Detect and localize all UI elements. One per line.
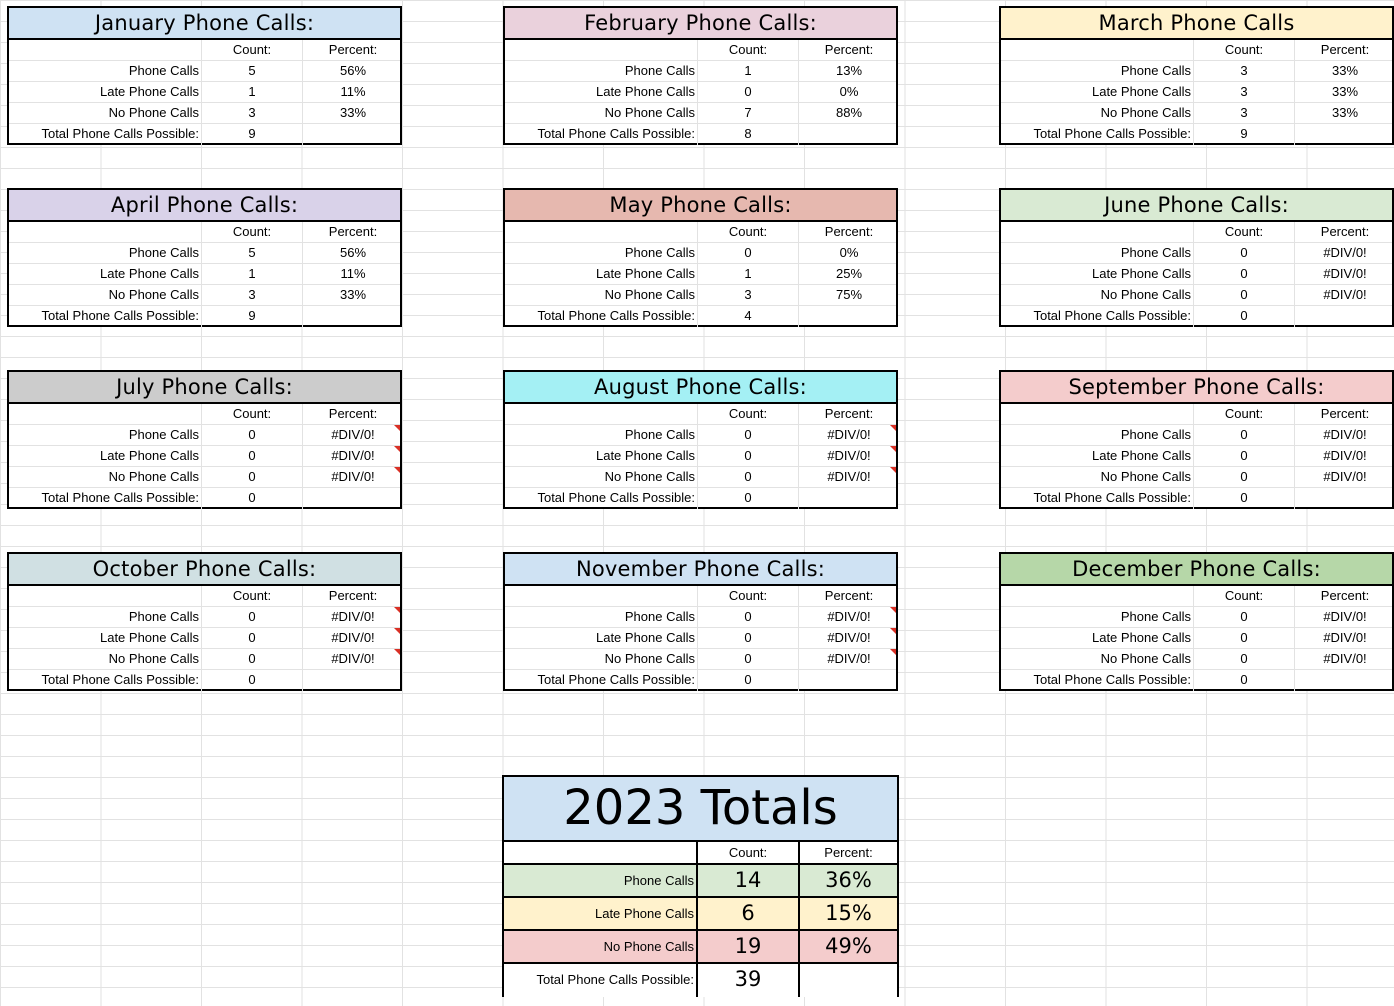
count-cell[interactable]: 0 [248,630,256,645]
error-indicator-icon[interactable] [394,628,400,634]
totals-count-cell[interactable]: 19 [734,934,762,958]
error-indicator-icon[interactable] [394,467,400,473]
total-label[interactable]: Total Phone Calls Possible: [1033,490,1191,505]
count-header[interactable]: Count: [728,224,768,239]
count-cell[interactable]: 3 [744,287,752,302]
count-cell[interactable]: 0 [1240,427,1248,442]
percent-cell[interactable]: #DIV/0! [827,448,871,463]
row-label[interactable]: Phone Calls [624,427,695,442]
count-cell[interactable]: 0 [1240,266,1248,281]
total-row [505,124,896,145]
month-title[interactable]: September Phone Calls: [1001,372,1392,404]
row-label[interactable]: Late Phone Calls [595,84,695,99]
percent-cell[interactable]: #DIV/0! [1323,609,1367,624]
count-header[interactable]: Count: [1224,406,1264,421]
count-cell[interactable]: 5 [248,63,256,78]
percent-cell[interactable]: #DIV/0! [1323,266,1367,281]
table-row [1001,467,1392,488]
table-row [9,82,400,103]
total-row [1001,670,1392,691]
table-row [505,467,896,488]
count-cell[interactable]: 0 [744,84,752,99]
count-cell[interactable]: 3 [1240,63,1248,78]
total-cell[interactable]: 0 [248,490,256,505]
table-row [505,61,896,82]
count-cell[interactable]: 0 [1240,245,1248,260]
percent-cell[interactable]: #DIV/0! [827,427,871,442]
total-label[interactable]: Total Phone Calls Possible: [41,126,199,141]
totals-table [502,775,899,997]
header-row [9,222,400,243]
count-header[interactable]: Count: [1224,588,1264,603]
percent-cell[interactable]: #DIV/0! [1323,287,1367,302]
total-cell[interactable]: 0 [248,672,256,687]
table-row [1001,285,1392,306]
error-indicator-icon[interactable] [890,607,896,613]
percent-cell[interactable]: #DIV/0! [827,651,871,666]
row-label[interactable]: Late Phone Calls [99,84,199,99]
table-row [1001,446,1392,467]
count-header[interactable]: Count: [232,42,272,57]
row-label[interactable]: No Phone Calls [1100,469,1191,484]
count-cell[interactable]: 0 [1240,609,1248,624]
table-row [1001,61,1392,82]
count-cell[interactable]: 0 [248,609,256,624]
percent-cell[interactable]: #DIV/0! [331,630,375,645]
count-header[interactable]: Count: [728,42,768,57]
error-indicator-icon[interactable] [394,425,400,431]
header-row [505,222,896,243]
row-label[interactable]: Phone Calls [128,427,199,442]
header-row [9,40,400,61]
error-indicator-icon[interactable] [890,446,896,452]
table-row [1001,607,1392,628]
totals-row [504,931,897,964]
count-header[interactable]: Count: [232,224,272,239]
table-row [505,628,896,649]
table-row [9,425,400,446]
month-table [999,6,1394,145]
header-row [1001,40,1392,61]
percent-cell[interactable]: #DIV/0! [827,609,871,624]
percent-header[interactable]: Percent: [1320,588,1370,603]
count-cell[interactable]: 7 [744,105,752,120]
percent-cell[interactable]: #DIV/0! [331,427,375,442]
table-row [1001,82,1392,103]
total-label[interactable]: Total Phone Calls Possible: [1033,126,1191,141]
month-title[interactable]: August Phone Calls: [505,372,896,404]
count-header[interactable]: Count: [1224,224,1264,239]
percent-cell[interactable]: #DIV/0! [1323,651,1367,666]
row-label[interactable]: No Phone Calls [108,105,199,120]
total-row [505,488,896,509]
table-row [1001,264,1392,285]
month-title[interactable]: March Phone Calls [1001,8,1392,40]
table-row [9,61,400,82]
row-label[interactable]: Phone Calls [1120,427,1191,442]
percent-header[interactable]: Percent: [328,42,378,57]
month-title[interactable]: October Phone Calls: [9,554,400,586]
total-row [9,670,400,691]
month-table [7,6,402,145]
totals-row-label[interactable]: Total Phone Calls Possible: [536,972,694,987]
count-cell[interactable]: 0 [744,427,752,442]
percent-cell[interactable]: 11% [340,266,366,281]
row-label[interactable]: Late Phone Calls [595,630,695,645]
count-cell[interactable]: 0 [1240,448,1248,463]
total-label[interactable]: Total Phone Calls Possible: [1033,672,1191,687]
row-label[interactable]: No Phone Calls [108,651,199,666]
percent-cell[interactable]: #DIV/0! [1323,427,1367,442]
count-cell[interactable]: 0 [744,448,752,463]
count-cell[interactable]: 0 [1240,630,1248,645]
count-cell[interactable]: 5 [248,245,256,260]
month-title[interactable]: January Phone Calls: [9,8,400,40]
percent-cell[interactable]: 33% [1331,84,1359,99]
count-cell[interactable]: 3 [1240,84,1248,99]
totals-count-header[interactable]: Count: [728,845,768,860]
total-row [1001,124,1392,145]
percent-cell[interactable]: 25% [835,266,863,281]
row-label[interactable]: Late Phone Calls [1091,448,1191,463]
table-row [1001,103,1392,124]
total-label[interactable]: Total Phone Calls Possible: [537,308,695,323]
table-row [505,243,896,264]
count-header[interactable]: Count: [728,588,768,603]
table-row [9,243,400,264]
row-label[interactable]: Phone Calls [1120,63,1191,78]
count-cell[interactable]: 1 [248,266,256,281]
totals-row-label[interactable]: Phone Calls [623,873,694,888]
month-title[interactable]: May Phone Calls: [505,190,896,222]
row-label[interactable]: No Phone Calls [604,105,695,120]
percent-cell[interactable]: #DIV/0! [1323,630,1367,645]
percent-cell[interactable]: 56% [339,63,367,78]
totals-percent-header[interactable]: Percent: [824,845,873,860]
row-label[interactable]: Phone Calls [128,245,199,260]
month-title[interactable]: April Phone Calls: [9,190,400,222]
total-cell[interactable]: 0 [1240,490,1248,505]
totals-percent-cell[interactable]: 49% [825,934,872,958]
error-indicator-icon[interactable] [890,425,896,431]
table-row [505,649,896,670]
row-label[interactable]: No Phone Calls [108,287,199,302]
percent-cell[interactable]: 33% [1331,63,1359,78]
percent-header[interactable]: Percent: [824,224,874,239]
percent-cell[interactable]: #DIV/0! [827,469,871,484]
row-label[interactable]: No Phone Calls [604,651,695,666]
total-row [1001,488,1392,509]
table-row [1001,649,1392,670]
error-indicator-icon[interactable] [394,607,400,613]
row-label[interactable]: No Phone Calls [604,287,695,302]
percent-cell[interactable]: #DIV/0! [331,448,375,463]
percent-header[interactable]: Percent: [824,406,874,421]
row-label[interactable]: Late Phone Calls [99,266,199,281]
total-label[interactable]: Total Phone Calls Possible: [41,672,199,687]
month-title[interactable]: December Phone Calls: [1001,554,1392,586]
total-row [9,306,400,327]
percent-header[interactable]: Percent: [328,406,378,421]
percent-cell[interactable]: #DIV/0! [331,609,375,624]
count-cell[interactable]: 3 [248,105,256,120]
error-indicator-icon[interactable] [394,649,400,655]
row-label[interactable]: No Phone Calls [604,469,695,484]
count-header[interactable]: Count: [232,588,272,603]
error-indicator-icon[interactable] [890,649,896,655]
percent-header[interactable]: Percent: [1320,42,1370,57]
total-cell[interactable]: 0 [744,490,752,505]
totals-count-cell[interactable]: 6 [741,901,755,925]
month-table [503,6,898,145]
total-row [505,306,896,327]
header-row [1001,404,1392,425]
percent-cell[interactable]: 75% [835,287,863,302]
header-row [1001,586,1392,607]
total-cell[interactable]: 0 [1240,308,1248,323]
row-label[interactable]: No Phone Calls [1100,651,1191,666]
month-title[interactable]: November Phone Calls: [505,554,896,586]
header-row [9,586,400,607]
percent-cell[interactable]: #DIV/0! [827,630,871,645]
table-row [505,103,896,124]
totals-row-label[interactable]: Late Phone Calls [594,906,694,921]
row-label[interactable]: Phone Calls [624,63,695,78]
row-label[interactable]: Phone Calls [1120,609,1191,624]
error-indicator-icon[interactable] [890,628,896,634]
count-cell[interactable]: 0 [1240,287,1248,302]
percent-cell[interactable]: #DIV/0! [331,469,375,484]
count-cell[interactable]: 1 [248,84,256,99]
percent-header[interactable]: Percent: [824,42,874,57]
row-label[interactable]: Late Phone Calls [595,266,695,281]
header-row [505,586,896,607]
row-label[interactable]: Late Phone Calls [1091,266,1191,281]
count-cell[interactable]: 0 [248,448,256,463]
total-label[interactable]: Total Phone Calls Possible: [537,672,695,687]
percent-header[interactable]: Percent: [1320,224,1370,239]
totals-percent-cell[interactable]: 15% [825,901,872,925]
percent-header[interactable]: Percent: [328,224,378,239]
error-indicator-icon[interactable] [890,467,896,473]
header-row [505,404,896,425]
row-label[interactable]: Phone Calls [624,245,695,260]
total-cell[interactable]: 9 [248,308,256,323]
total-cell[interactable]: 8 [744,126,752,141]
count-cell[interactable]: 1 [744,266,752,281]
row-label[interactable]: Phone Calls [624,609,695,624]
total-cell[interactable]: 4 [744,308,752,323]
count-cell[interactable]: 0 [744,245,752,260]
row-label[interactable]: Late Phone Calls [595,448,695,463]
row-label[interactable]: Late Phone Calls [99,630,199,645]
table-row [1001,628,1392,649]
table-row [9,467,400,488]
count-cell[interactable]: 3 [248,287,256,302]
count-cell[interactable]: 0 [1240,651,1248,666]
month-table [503,370,898,509]
percent-cell[interactable]: 11% [340,84,366,99]
table-row [505,425,896,446]
percent-cell[interactable]: 0% [839,245,859,260]
percent-header[interactable]: Percent: [824,588,874,603]
percent-cell[interactable]: 33% [339,105,367,120]
total-row [9,488,400,509]
total-row [1001,306,1392,327]
totals-count-cell[interactable]: 39 [734,967,762,991]
total-label[interactable]: Total Phone Calls Possible: [41,308,199,323]
count-cell[interactable]: 0 [744,651,752,666]
month-title[interactable]: July Phone Calls: [9,372,400,404]
row-label[interactable]: Phone Calls [128,63,199,78]
total-cell[interactable]: 0 [1240,672,1248,687]
table-row [505,285,896,306]
month-table [7,552,402,691]
header-row [505,40,896,61]
count-cell[interactable]: 0 [248,427,256,442]
month-table [503,552,898,691]
month-table [7,188,402,327]
total-cell[interactable]: 9 [1240,126,1248,141]
count-cell[interactable]: 0 [1240,469,1248,484]
row-label[interactable]: No Phone Calls [1100,105,1191,120]
row-label[interactable]: No Phone Calls [1100,287,1191,302]
percent-cell[interactable]: #DIV/0! [331,651,375,666]
table-row [9,607,400,628]
month-table [503,188,898,327]
table-row [9,285,400,306]
count-cell[interactable]: 0 [744,630,752,645]
table-row [9,649,400,670]
percent-cell[interactable]: 33% [339,287,367,302]
table-row [9,103,400,124]
count-cell[interactable]: 1 [744,63,752,78]
percent-cell[interactable]: #DIV/0! [1323,245,1367,260]
row-label[interactable]: No Phone Calls [108,469,199,484]
count-header[interactable]: Count: [1224,42,1264,57]
total-row [505,670,896,691]
count-cell[interactable]: 0 [248,469,256,484]
table-row [505,82,896,103]
percent-cell[interactable]: #DIV/0! [1323,469,1367,484]
totals-title[interactable]: 2023 Totals [504,777,897,842]
count-header[interactable]: Count: [728,406,768,421]
row-label[interactable]: Phone Calls [128,609,199,624]
table-row [1001,243,1392,264]
row-label[interactable]: Late Phone Calls [1091,630,1191,645]
percent-cell[interactable]: 33% [1331,105,1359,120]
total-row [9,124,400,145]
total-label[interactable]: Total Phone Calls Possible: [537,126,695,141]
total-cell[interactable]: 9 [248,126,256,141]
month-title[interactable]: February Phone Calls: [505,8,896,40]
row-label[interactable]: Phone Calls [1120,245,1191,260]
total-label[interactable]: Total Phone Calls Possible: [537,490,695,505]
percent-cell[interactable]: #DIV/0! [1323,448,1367,463]
count-cell[interactable]: 0 [744,609,752,624]
table-row [9,446,400,467]
count-cell[interactable]: 3 [1240,105,1248,120]
total-label[interactable]: Total Phone Calls Possible: [1033,308,1191,323]
totals-row [504,865,897,898]
header-row [9,404,400,425]
month-table [7,370,402,509]
percent-cell[interactable]: 13% [835,63,863,78]
table-row [9,264,400,285]
percent-cell[interactable]: 56% [339,245,367,260]
table-row [505,264,896,285]
table-row [505,607,896,628]
totals-row [504,964,897,997]
table-row [505,446,896,467]
table-row [1001,425,1392,446]
totals-count-cell[interactable]: 14 [734,868,762,892]
percent-header[interactable]: Percent: [1320,406,1370,421]
count-header[interactable]: Count: [232,406,272,421]
row-label[interactable]: Late Phone Calls [1091,84,1191,99]
error-indicator-icon[interactable] [394,446,400,452]
month-table [999,370,1394,509]
totals-percent-cell[interactable]: 36% [825,868,872,892]
total-label[interactable]: Total Phone Calls Possible: [41,490,199,505]
totals-header-row [504,842,897,865]
percent-header[interactable]: Percent: [328,588,378,603]
month-title[interactable]: June Phone Calls: [1001,190,1392,222]
row-label[interactable]: Late Phone Calls [99,448,199,463]
month-table [999,188,1394,327]
month-table [999,552,1394,691]
count-cell[interactable]: 0 [744,469,752,484]
total-cell[interactable]: 0 [744,672,752,687]
percent-cell[interactable]: 88% [835,105,863,120]
count-cell[interactable]: 0 [248,651,256,666]
header-row [1001,222,1392,243]
table-row [9,628,400,649]
percent-cell[interactable]: 0% [839,84,859,99]
totals-row [504,898,897,931]
totals-row-label[interactable]: No Phone Calls [603,939,694,954]
